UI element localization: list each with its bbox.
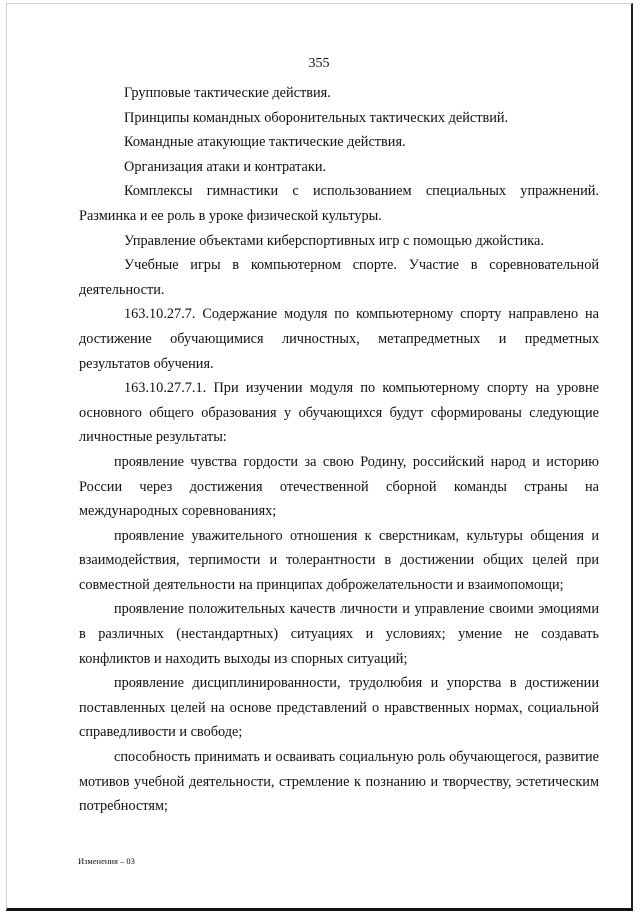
list-item: проявление чувства гордости за свою Родину, российский народ и историю России через достижения отечественной сборной команды страны на международных соревнованиях; [79,453,599,520]
paragraph: Организация атаки и контратаки. [124,158,327,175]
list-item: способность принимать и осваивать социальную роль обучающегося, развитие мотивов учебной деятельности, стремление к познанию и творчеству, эстетическим потребностям; [79,749,599,815]
document-body [79,81,599,819]
paragraph: Учебные игры в компьютерном спорте. Участие в соревновательной деятельности. [79,257,599,298]
list-item: проявление дисциплинированности, трудолюбия и упорства в достижении поставленных целей на основе представлений о нравственных нормах, социальной справедливости и свободе; [79,675,599,741]
page-footer: Изменения – 03 [78,856,135,866]
paragraph: Командные атакующие тактические действия. [124,134,406,151]
paragraph: Управление объектами киберспортивных игр с помощью джойстика. [124,232,544,249]
list-item: проявление положительных качеств личности и управление своими эмоциями в различных (нестандартных) ситуациях и условиях; умение не создавать конфликтов и находить выходы из спорных ситуаций; [79,601,599,667]
paragraph: Принципы командных оборонительных тактических действий. [124,109,509,126]
document-page [6,3,633,911]
list-item: проявление уважительного отношения к сверстникам, культуры общения и взаимодействия, терпимости и толерантности в достижении общих целей при совместной деятельности на принципах доброжелательности и взаимопомощи; [79,527,599,593]
paragraph: Групповые тактические действия. [124,85,331,101]
paragraph: 163.10.27.7.1. При изучении модуля по компьютерному спорту на уровне основного общего образования у обучающихся будут сформированы следующие личностные результаты: [79,380,599,446]
page-number: 355 [308,56,330,71]
paragraph: 163.10.27.7. Содержание модуля по компьютерному спорту направлено на достижение обучающимися личностных, метапредметных и предметных результатов обучения. [79,306,599,372]
paragraph: Комплексы гимнастики с использованием специальных упражнений. Разминка и ее роль в уроке физической культуры. [79,183,599,224]
